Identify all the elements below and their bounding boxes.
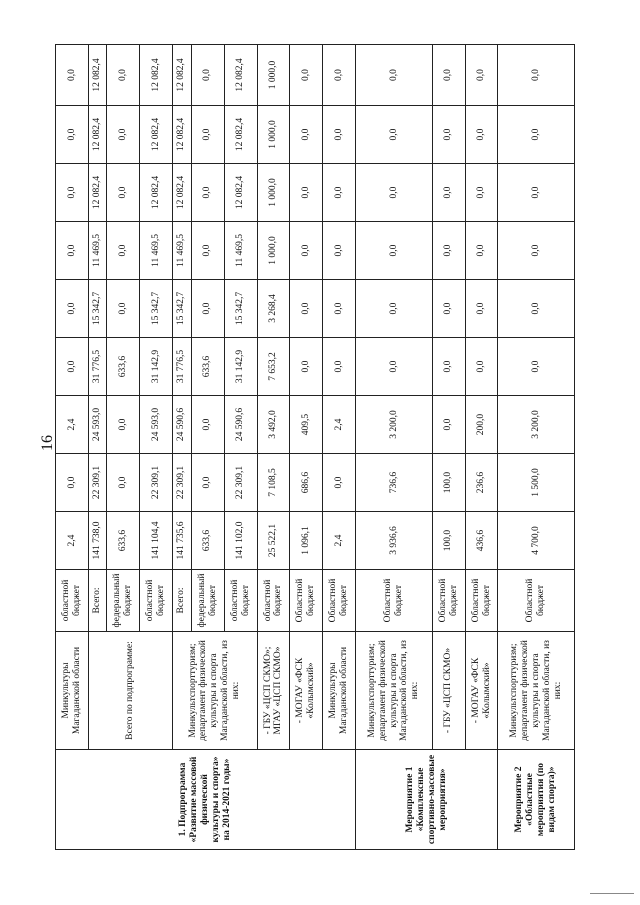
value-cell: 236,6 (465, 454, 498, 512)
value-cell: 1 096,1 (290, 512, 323, 570)
funding-source-cell: Областной бюджет (356, 570, 432, 632)
value-cell: 0,0 (432, 338, 465, 396)
value-cell: 141 738,0 (88, 512, 106, 570)
value-cell: 15 342,7 (173, 280, 191, 338)
value-cell: 100,0 (432, 454, 465, 512)
value-cell: 12 082,4 (88, 106, 106, 164)
value-cell: 2,4 (56, 512, 89, 570)
value-cell: 0,0 (432, 280, 465, 338)
value-cell: 2,4 (323, 512, 356, 570)
value-cell: 633,6 (191, 512, 224, 570)
value-cell: 12 082,4 (88, 164, 106, 222)
value-cell: 0,0 (107, 164, 140, 222)
funding-source-cell: областной бюджет (56, 570, 89, 632)
value-cell: 12 082,4 (140, 164, 173, 222)
funding-source-cell: Всего: (173, 570, 191, 632)
funding-source-cell: Всего: (88, 570, 106, 632)
value-cell: 3 268,4 (257, 280, 290, 338)
funding-source-cell: федеральный бюджет (191, 570, 224, 632)
value-cell: 3 200,0 (498, 396, 575, 454)
value-cell: 0,0 (498, 280, 575, 338)
table-row (290, 45, 323, 850)
value-cell: 0,0 (498, 222, 575, 280)
value-cell: 141 735,6 (173, 512, 191, 570)
value-cell: 0,0 (107, 280, 140, 338)
table-row (56, 45, 89, 850)
funding-source-cell: Областной бюджет (432, 570, 465, 632)
table-row (465, 45, 498, 850)
value-cell: 12 082,4 (224, 106, 257, 164)
table-row (356, 45, 432, 850)
value-cell: 0,0 (498, 164, 575, 222)
table-row (432, 45, 465, 850)
executor-cell: Минкультспорттуризм; департамент физической культуры и спорта Магаданской области, из них: (498, 632, 575, 750)
value-cell: 0,0 (356, 164, 432, 222)
value-cell: 0,0 (191, 45, 224, 106)
value-cell: 0,0 (323, 280, 356, 338)
funding-source-cell: Областной бюджет (498, 570, 575, 632)
table-row (498, 45, 575, 850)
value-cell: 0,0 (107, 396, 140, 454)
value-cell: 0,0 (191, 454, 224, 512)
value-cell: 0,0 (356, 45, 432, 106)
value-cell: 0,0 (56, 222, 89, 280)
value-cell: 0,0 (56, 280, 89, 338)
value-cell: 141 102,0 (224, 512, 257, 570)
value-cell: 0,0 (356, 222, 432, 280)
value-cell: 15 342,7 (140, 280, 173, 338)
value-cell: 3 936,6 (356, 512, 432, 570)
value-cell: 12 082,4 (173, 45, 191, 106)
funding-source-cell: Областной бюджет (323, 570, 356, 632)
value-cell: 0,0 (432, 222, 465, 280)
value-cell: 0,0 (56, 106, 89, 164)
value-cell: 24 590,6 (224, 396, 257, 454)
value-cell: 0,0 (356, 338, 432, 396)
value-cell: 0,0 (290, 45, 323, 106)
executor-cell: - МОГАУ «ФСК «Колымский» (465, 632, 498, 750)
value-cell: 11 469,5 (88, 222, 106, 280)
value-cell: 200,0 (465, 396, 498, 454)
value-cell: 0,0 (191, 106, 224, 164)
value-cell: 0,0 (107, 454, 140, 512)
value-cell: 633,6 (107, 512, 140, 570)
value-cell: 3 200,0 (356, 396, 432, 454)
value-cell: 1 500,0 (498, 454, 575, 512)
value-cell: 0,0 (465, 222, 498, 280)
value-cell: 0,0 (498, 338, 575, 396)
value-cell: 12 082,4 (224, 45, 257, 106)
value-cell: 0,0 (56, 454, 89, 512)
value-cell: 0,0 (290, 106, 323, 164)
executor-cell: Минкультспорттуризм; департамент физической культуры и спорта Магаданской области, из них: (173, 632, 257, 750)
table-row (257, 45, 290, 850)
value-cell: 0,0 (465, 164, 498, 222)
value-cell: 22 309,1 (173, 454, 191, 512)
value-cell: 0,0 (56, 164, 89, 222)
executor-cell: Минкультспорттуризм; департамент физической культуры и спорта Магаданской области, из них: (356, 632, 432, 750)
document-sheet (55, 45, 575, 850)
value-cell: 11 469,5 (140, 222, 173, 280)
value-cell: 0,0 (498, 106, 575, 164)
value-cell: 0,0 (465, 45, 498, 106)
value-cell: 736,6 (356, 454, 432, 512)
value-cell: 4 700,0 (498, 512, 575, 570)
value-cell: 0,0 (465, 106, 498, 164)
group-measure-2: Мероприятие 2 «Областные мероприятия (по видам спорта)» (498, 750, 575, 850)
executor-cell: Всего по подпрограмме: (88, 632, 172, 750)
value-cell: 31 142,9 (140, 338, 173, 396)
value-cell: 11 469,5 (173, 222, 191, 280)
value-cell: 0,0 (107, 106, 140, 164)
budget-table (55, 44, 575, 850)
value-cell: 0,0 (56, 45, 89, 106)
value-cell: 7 108,5 (257, 454, 290, 512)
value-cell: 1 000,0 (257, 106, 290, 164)
value-cell: 633,6 (107, 338, 140, 396)
value-cell: 0,0 (107, 45, 140, 106)
value-cell: 12 082,4 (173, 106, 191, 164)
value-cell: 0,0 (356, 280, 432, 338)
value-cell: 1 000,0 (257, 222, 290, 280)
funding-source-cell: областной бюджет (140, 570, 173, 632)
value-cell: 436,6 (465, 512, 498, 570)
value-cell: 12 082,4 (224, 164, 257, 222)
value-cell: 12 082,4 (173, 164, 191, 222)
value-cell: 24 593,0 (88, 396, 106, 454)
value-cell: 12 082,4 (88, 45, 106, 106)
group-subprogram-1: 1. Подпрограмма «Развитие массовой физической культуры и спорта» на 2014-2021 годы» (56, 750, 356, 850)
value-cell: 0,0 (191, 280, 224, 338)
value-cell: 22 309,1 (224, 454, 257, 512)
value-cell: 31 776,5 (88, 338, 106, 396)
funding-source-cell: Областной бюджет (290, 570, 323, 632)
executor-cell: Минкультуры Магаданской области (323, 632, 356, 750)
value-cell: 0,0 (323, 164, 356, 222)
value-cell: 0,0 (290, 222, 323, 280)
value-cell: 11 469,5 (224, 222, 257, 280)
value-cell: 0,0 (323, 338, 356, 396)
executor-cell: - ГБУ «ЦСП СКМО» (432, 632, 465, 750)
value-cell: 0,0 (432, 45, 465, 106)
value-cell: 0,0 (56, 338, 89, 396)
value-cell: 2,4 (323, 396, 356, 454)
footer-rule (590, 893, 634, 894)
value-cell: 633,6 (191, 338, 224, 396)
value-cell: 100,0 (432, 512, 465, 570)
value-cell: 141 104,4 (140, 512, 173, 570)
value-cell: 0,0 (323, 45, 356, 106)
value-cell: 7 653,2 (257, 338, 290, 396)
value-cell: 0,0 (290, 280, 323, 338)
value-cell: 0,0 (432, 396, 465, 454)
value-cell: 15 342,7 (88, 280, 106, 338)
value-cell: 0,0 (465, 338, 498, 396)
value-cell: 686,6 (290, 454, 323, 512)
value-cell: 0,0 (498, 45, 575, 106)
page-number: 16 (39, 435, 56, 451)
rotated-table-wrapper (55, 45, 575, 850)
value-cell: 31 776,5 (173, 338, 191, 396)
value-cell: 0,0 (432, 106, 465, 164)
funding-source-cell: областной бюджет (224, 570, 257, 632)
value-cell: 0,0 (432, 164, 465, 222)
table-row (88, 45, 106, 850)
value-cell: 15 342,7 (224, 280, 257, 338)
value-cell: 31 142,9 (224, 338, 257, 396)
value-cell: 1 000,0 (257, 164, 290, 222)
value-cell: 22 309,1 (140, 454, 173, 512)
table-row (323, 45, 356, 850)
value-cell: 24 593,0 (140, 396, 173, 454)
value-cell: 3 492,0 (257, 396, 290, 454)
funding-source-cell: областной бюджет (257, 570, 290, 632)
executor-cell: - ГБУ «ЦСП СКМО»; МГАУ «ЦСП СКМО» (257, 632, 290, 750)
value-cell: 0,0 (191, 396, 224, 454)
value-cell: 0,0 (323, 454, 356, 512)
table-row (173, 45, 191, 850)
value-cell: 12 082,4 (140, 45, 173, 106)
value-cell: 0,0 (191, 222, 224, 280)
value-cell: 409,5 (290, 396, 323, 454)
value-cell: 22 309,1 (88, 454, 106, 512)
value-cell: 12 082,4 (140, 106, 173, 164)
value-cell: 0,0 (107, 222, 140, 280)
value-cell: 25 522,1 (257, 512, 290, 570)
funding-source-cell: Областной бюджет (465, 570, 498, 632)
group-measure-1: Мероприятие 1 «Комплексные спортивно-массовые мероприятия» (356, 750, 498, 850)
funding-source-cell: федеральный бюджет (107, 570, 140, 632)
value-cell: 0,0 (323, 222, 356, 280)
value-cell: 0,0 (465, 280, 498, 338)
value-cell: 0,0 (290, 164, 323, 222)
value-cell: 0,0 (290, 338, 323, 396)
value-cell: 2,4 (56, 396, 89, 454)
value-cell: 0,0 (323, 106, 356, 164)
value-cell: 0,0 (356, 106, 432, 164)
value-cell: 0,0 (191, 164, 224, 222)
value-cell: 24 590,6 (173, 396, 191, 454)
executor-cell: - МОГАУ «ФСК «Колымский» (290, 632, 323, 750)
executor-cell: Минкультуры Магаданской области (56, 632, 89, 750)
table-body (56, 45, 575, 850)
value-cell: 1 000,0 (257, 45, 290, 106)
